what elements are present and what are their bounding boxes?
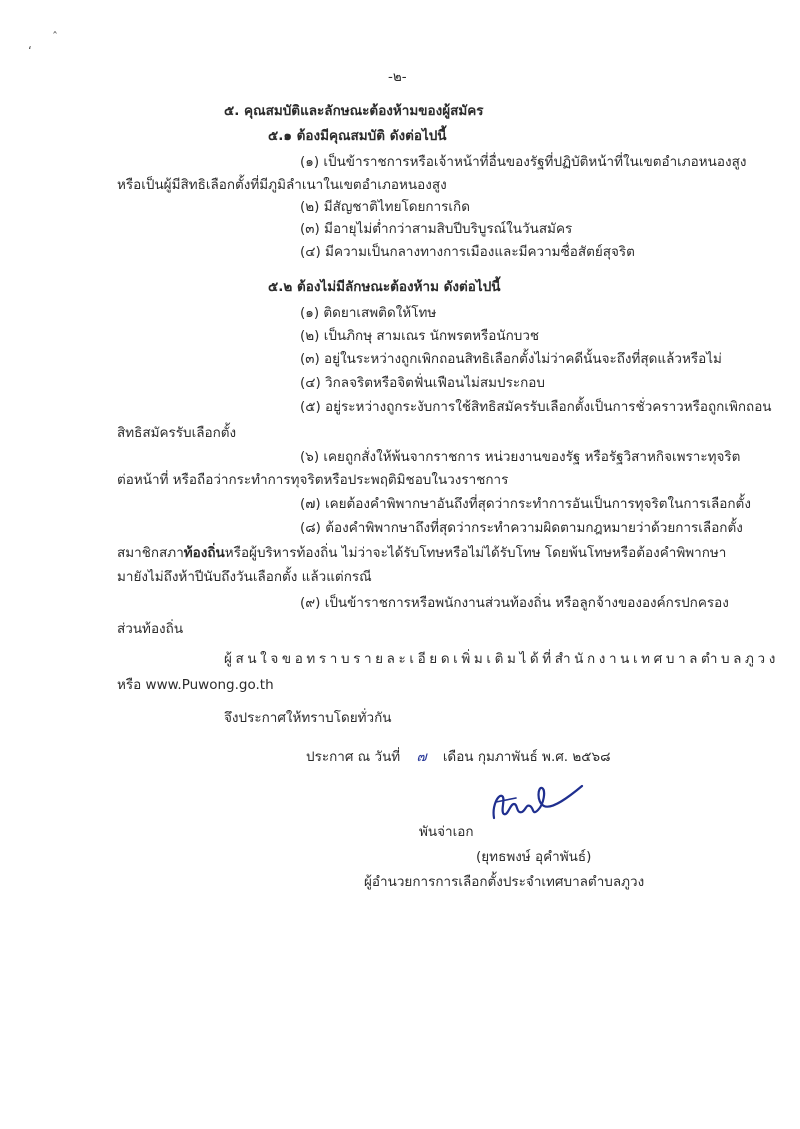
s51-item-4: (๔) มีความเป็นกลางทางการเมืองและมีความซื่อสัตย์สุจริต — [300, 244, 635, 260]
section-5-heading: ๕. คุณสมบัติและลักษณะต้องห้ามของผู้สมัคร — [224, 103, 484, 119]
s52-item-1: (๑) ติดยาเสพติดให้โทษ — [300, 305, 437, 321]
date-month-label: เดือน — [442, 749, 474, 765]
announcement: จึงประกาศให้ทราบโดยทั่วกัน — [224, 710, 392, 726]
s52-item-7: (๗) เคยต้องคำพิพากษาอันถึงที่สุดว่ากระทำการอันเป็นการทุจริตในการเลือกตั้ง — [300, 496, 751, 512]
s52-item-8-cont — [117, 544, 726, 562]
s52-item-9-cont: ส่วนท้องถิ่น — [117, 621, 184, 637]
s52-item-6: (๖) เคยถูกสั่งให้พ้นจากราชการ หน่วยงานของรัฐ หรือรัฐวิสาหกิจเพราะทุจริต — [300, 449, 741, 465]
s52-item-6-cont: ต่อหน้าที่ หรือถือว่ากระทำการทุจริตหรือประพฤติมิชอบในวงราชการ — [117, 472, 509, 488]
s51-item-2: (๒) มีสัญชาติไทยโดยการเกิด — [300, 199, 470, 215]
s52-item-8-cont-2: มายังไม่ถึงห้าปีนับถึงวันเลือกตั้ง แล้วแต่กรณี — [117, 569, 372, 585]
contact-line: ผู้สนใจขอทราบรายละเอียดเพิ่มเติมได้ที่สำนักงานเทศบาลตำบลภูวง — [224, 651, 779, 667]
signer-rank: พันจ่าเอก — [419, 824, 474, 840]
date-prefix: ประกาศ ณ วันที่ — [306, 749, 401, 765]
s51-item-1-cont: หรือเป็นผู้มีสิทธิเลือกตั้งที่มีภูมิลำเนาในเขตอำเภอหนองสูง — [117, 177, 447, 193]
date-month: กุมภาพันธ์ — [477, 749, 538, 765]
s52-item-2: (๒) เป็นภิกษุ สามเณร นักพรตหรือนักบวช — [300, 328, 540, 344]
s52-item-5: (๕) อยู่ระหว่างถูกระงับการใช้สิทธิสมัครรับเลือกตั้งเป็นการชั่วคราวหรือถูกเพิกถอน — [300, 399, 772, 415]
s52-item-8-cont-post: หรือผู้บริหารท้องถิ่น ไม่ว่าจะได้รับโทษหรือไม่ได้รับโทษ โดยพ้นโทษหรือต้องคำพิพากษา — [224, 545, 727, 561]
date-year: พ.ศ. ๒๕๖๘ — [542, 749, 611, 765]
s52-item-8: (๘) ต้องคำพิพากษาถึงที่สุดว่ากระทำความผิดตามกฎหมายว่าด้วยการเลือกตั้ง — [300, 520, 743, 536]
page-number: -๒- — [388, 69, 407, 85]
handwritten-signature — [486, 780, 586, 830]
section-5-1-heading: ๕.๑ ต้องมีคุณสมบัติ ดังต่อไปนี้ — [268, 128, 447, 144]
s52-item-8-cont-bold: ท้องถิ่น — [183, 545, 225, 561]
s51-item-1: (๑) เป็นข้าราชการหรือเจ้าหน้าที่อื่นของรัฐที่ปฏิบัติหน้าที่ในเขตอำเภอหนองสูง — [300, 154, 747, 170]
s52-item-3: (๓) อยู่ในระหว่างถูกเพิกถอนสิทธิเลือกตั้งไม่ว่าคดีนั้นจะถึงที่สุดแล้วหรือไม่ — [300, 351, 722, 367]
section-5-2-heading: ๕.๒ ต้องไม่มีลักษณะต้องห้าม ดังต่อไปนี้ — [268, 279, 501, 295]
contact-website: หรือ www.Puwong.go.th — [117, 677, 274, 693]
s52-item-4: (๔) วิกลจริตหรือจิตฟั่นเฟือนไม่สมประกอบ — [300, 375, 545, 391]
date-line — [306, 748, 611, 766]
date-day-handwritten: ๗ — [416, 749, 427, 765]
s51-item-3: (๓) มีอายุไม่ต่ำกว่าสามสิบปีบริบูรณ์ในวันสมัคร — [300, 221, 573, 237]
signer-name: (ยุทธพงษ์ อุคำพันธ์) — [476, 849, 592, 865]
scan-speck: ʻ — [28, 44, 32, 58]
s52-item-8-cont-pre: สมาชิกสภา — [117, 545, 184, 561]
s52-item-5-cont: สิทธิสมัครรับเลือกตั้ง — [117, 425, 237, 441]
s52-item-9: (๙) เป็นข้าราชการหรือพนักงานส่วนท้องถิ่น หรือลูกจ้างขององค์กรปกครอง — [300, 595, 729, 611]
scan-speck: ˆ — [52, 30, 58, 44]
signer-title: ผู้อำนวยการการเลือกตั้งประจำเทศบาลตำบลภูวง — [364, 874, 645, 890]
